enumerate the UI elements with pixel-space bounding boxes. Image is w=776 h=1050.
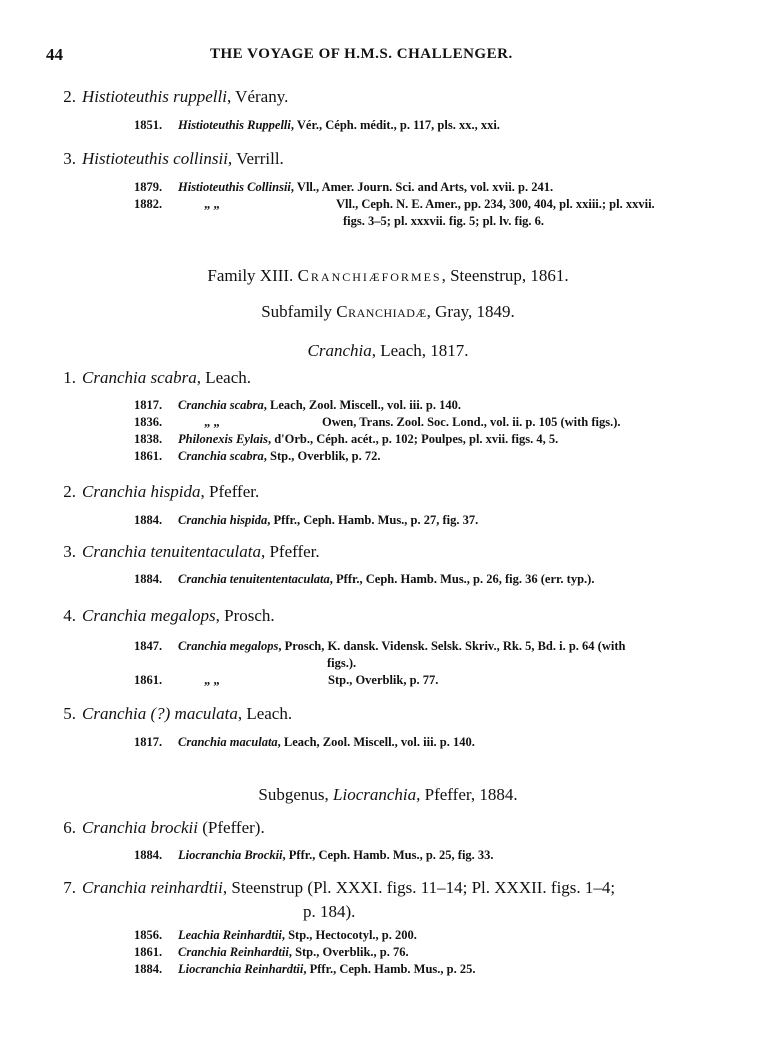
citation: 1847. Cranchia megalops, Prosch, K. dansk. Vidensk. Selsk. Skriv., Rk. 5, Bd. i. p. 64 (with <box>134 639 626 653</box>
citation: 1817. Cranchia maculata, Leach, Zool. Miscell., vol. iii. p. 140. <box>134 735 475 749</box>
citation: 1882. „ „ Vll., Ceph. N. E. Amer., pp. 234, 300, 404, pl. xxiii.; pl. xxvii. <box>134 197 655 211</box>
citation: 1884. Cranchia tenuitententaculata, Pffr., Ceph. Hamb. Mus., p. 26, fig. 36 (err. typ.). <box>134 572 595 586</box>
species-heading: 4. Cranchia megalops, Prosch. <box>63 606 275 625</box>
subgenus-heading: Subgenus, Liocranchia, Pfeffer, 1884. <box>258 785 518 804</box>
citation: 1817. Cranchia scabra, Leach, Zool. Miscell., vol. iii. p. 140. <box>134 398 461 412</box>
citation-continuation: figs.). <box>327 656 357 670</box>
species-heading: 2. Cranchia hispida, Pfeffer. <box>63 482 260 501</box>
species-heading: 1. Cranchia scabra, Leach. <box>63 368 252 387</box>
running-title: THE VOYAGE OF H.M.S. CHALLENGER. <box>210 46 513 62</box>
species-heading: 6. Cranchia brockii (Pfeffer). <box>63 818 265 837</box>
family-heading: Family XIII. Cranchiæformes, Steenstrup, 1861. <box>207 266 569 285</box>
page-number: 44 <box>46 45 63 64</box>
species-heading: 2. Histioteuthis ruppelli, Vérany. <box>63 87 289 106</box>
citation: 1838. Philonexis Eylais, d'Orb., Céph. acét., p. 102; Poulpes, pl. xvii. figs. 4, 5. <box>134 432 559 446</box>
citation: 1879. Histioteuthis Collinsii, Vll., Amer. Journ. Sci. and Arts, vol. xvii. p. 241. <box>134 180 554 194</box>
citation: 1856. Leachia Reinhardtii, Stp., Hectocotyl., p. 200. <box>134 928 417 942</box>
citation: 1861. Cranchia scabra, Stp., Overblik, p. 72. <box>134 449 381 463</box>
citation: 1861. Cranchia Reinhardtii, Stp., Overblik., p. 76. <box>134 945 409 959</box>
citation-continuation: figs. 3–5; pl. xxxvii. fig. 5; pl. lv. fig. 6. <box>343 214 545 228</box>
species-heading: 3. Cranchia tenuitentaculata, Pfeffer. <box>63 542 320 561</box>
citation: 1884. Cranchia hispida, Pffr., Ceph. Hamb. Mus., p. 27, fig. 37. <box>134 513 479 527</box>
citation: 1836. „ „ Owen, Trans. Zool. Soc. Lond., vol. ii. p. 105 (with figs.). <box>134 415 621 429</box>
citation: 1851. Histioteuthis Ruppelli, Vér., Céph. médit., p. 117, pls. xx., xxi. <box>134 118 500 132</box>
citation: 1884. Liocranchia Reinhardtii, Pffr., Ceph. Hamb. Mus., p. 25. <box>134 962 476 976</box>
citation: 1861. „ „ Stp., Overblik, p. 77. <box>134 673 439 687</box>
species-heading: 5. Cranchia (?) maculata, Leach. <box>63 704 293 723</box>
species-heading: 7. Cranchia reinhardtii, Steenstrup (Pl. XXXI. figs. 11–14; Pl. XXXII. figs. 1–4; <box>63 878 616 897</box>
species-heading-continuation: p. 184). <box>303 902 356 921</box>
species-heading: 3. Histioteuthis collinsii, Verrill. <box>63 149 284 168</box>
subfamily-heading: Subfamily Cranchiadæ, Gray, 1849. <box>261 302 515 321</box>
genus-heading: Cranchia, Leach, 1817. <box>307 341 469 360</box>
citation: 1884. Liocranchia Brockii, Pffr., Ceph. Hamb. Mus., p. 25, fig. 33. <box>134 848 494 862</box>
